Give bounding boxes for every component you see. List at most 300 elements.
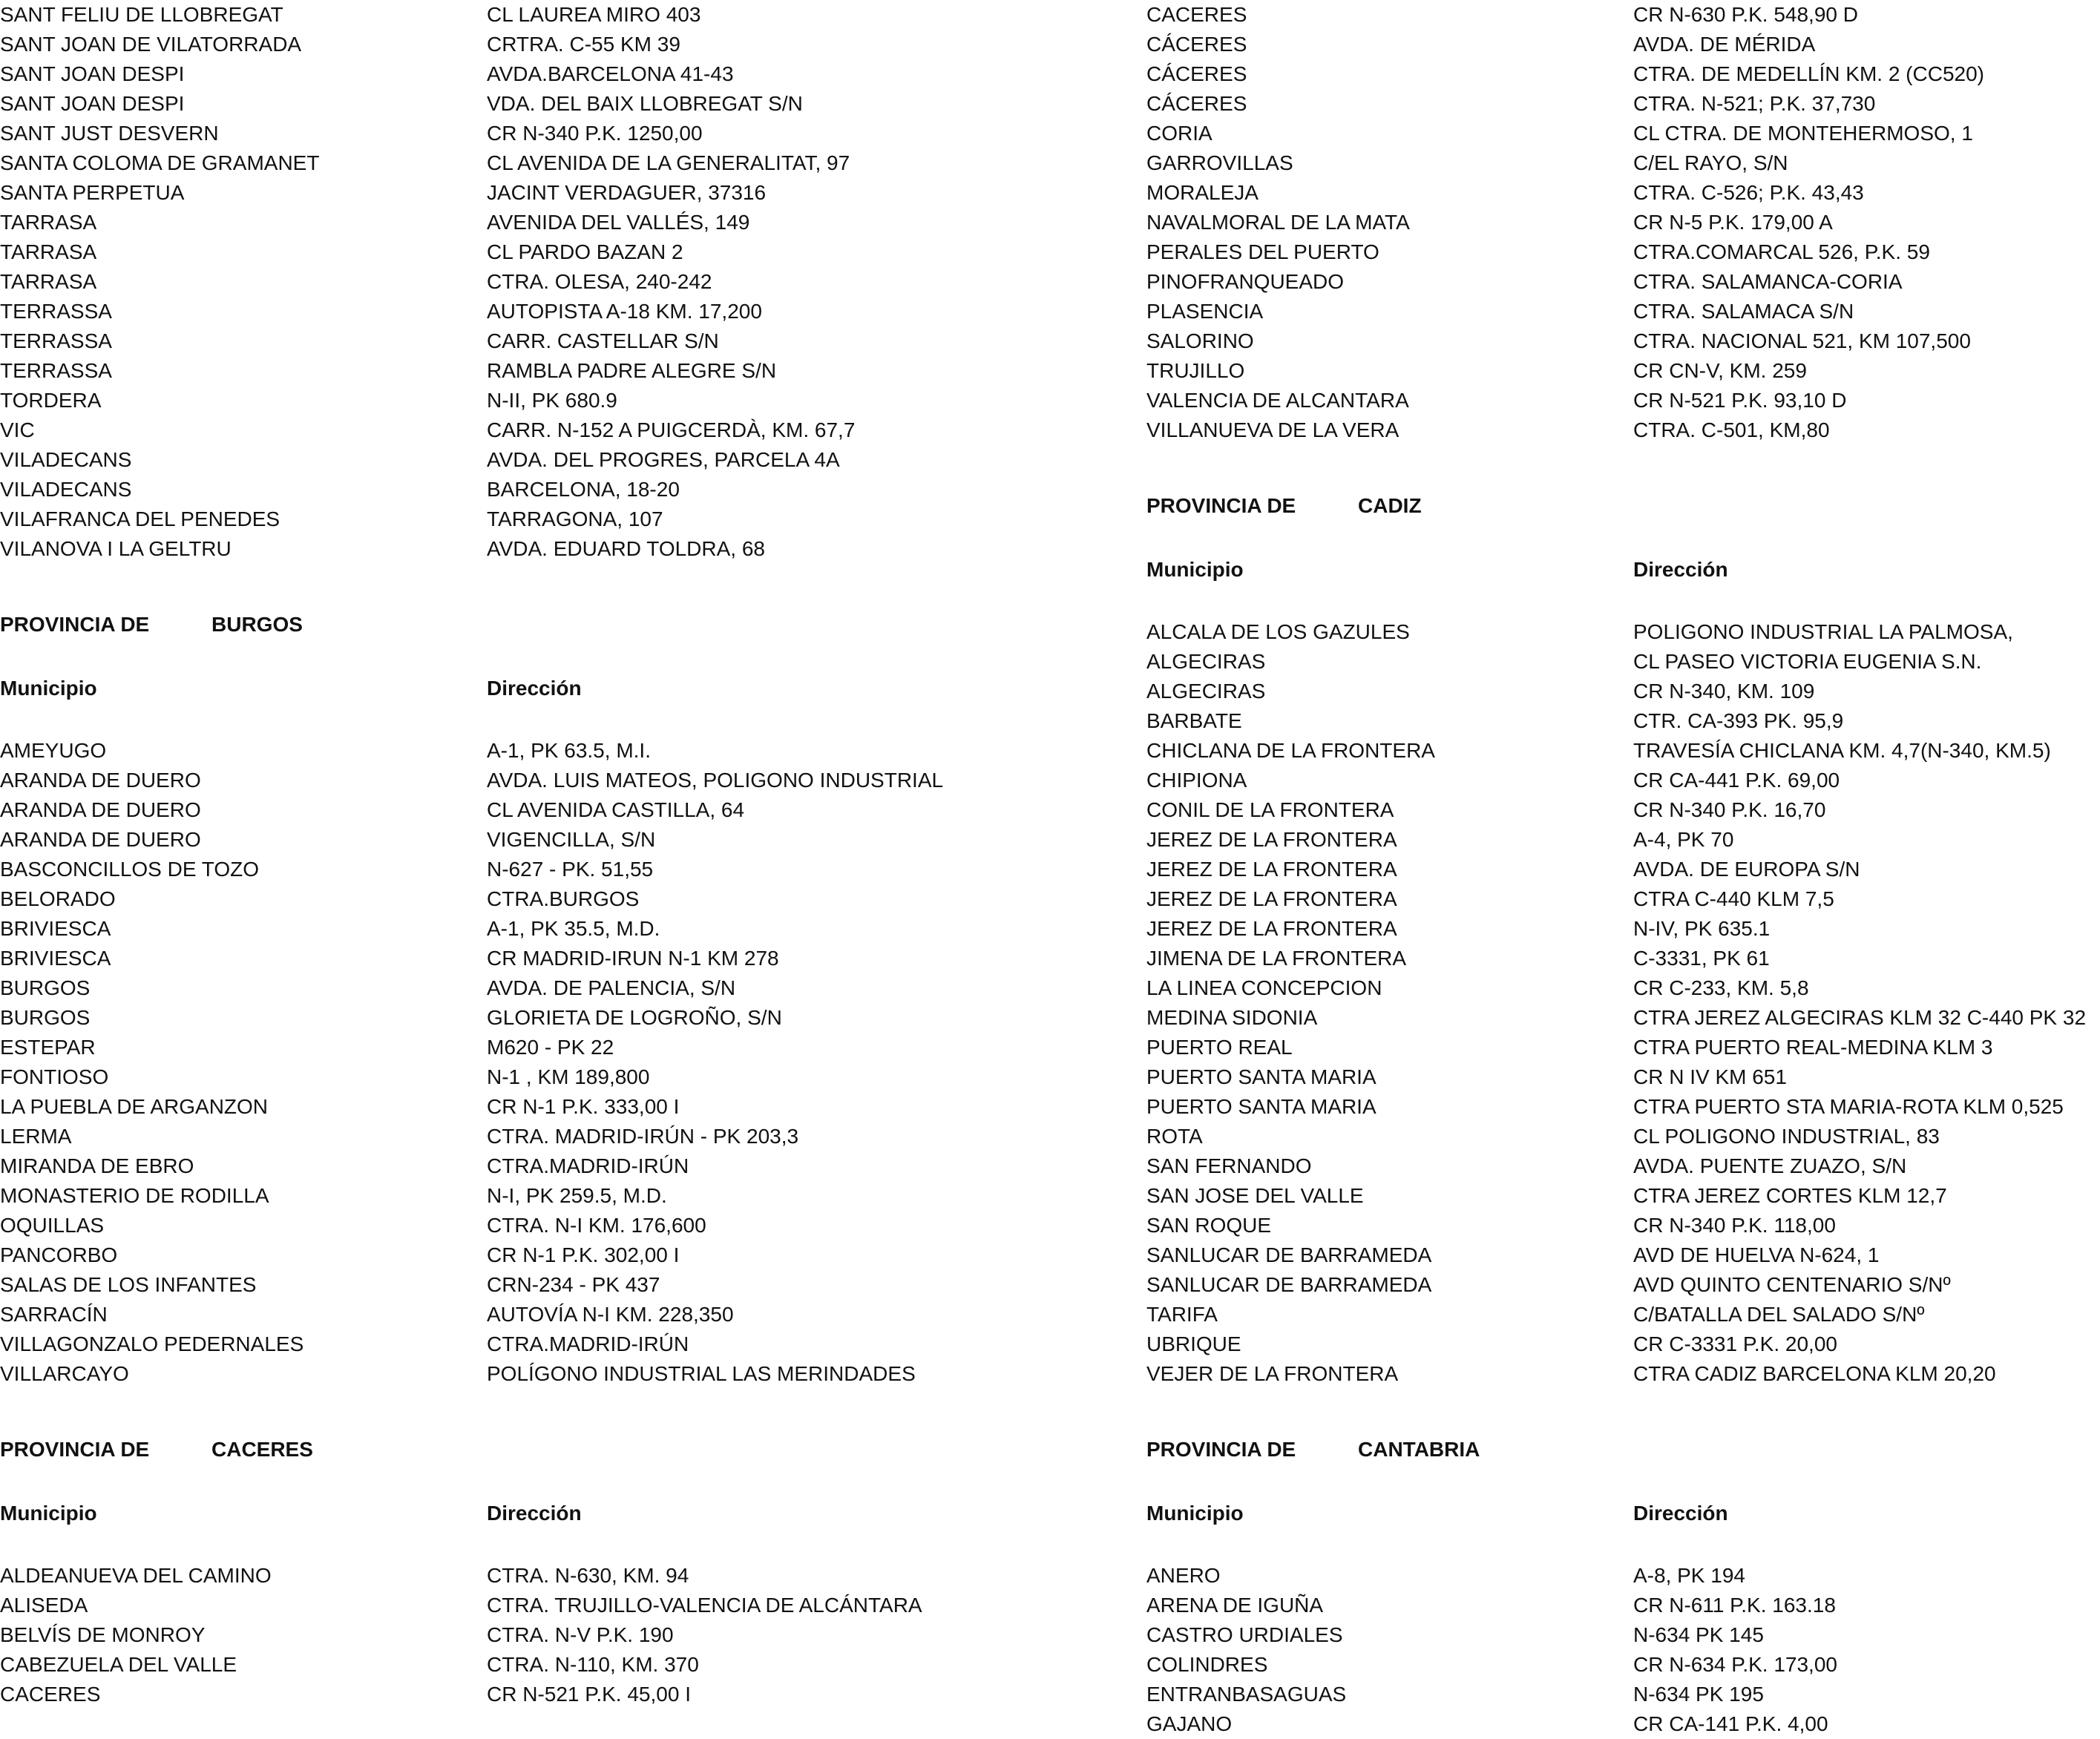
direccion-cell: C/BATALLA DEL SALADO S/Nº — [1633, 1303, 1925, 1326]
direccion-cell: CTRA. SALAMACA S/N — [1633, 300, 1854, 323]
table-row — [1146, 1650, 2100, 1680]
table-row — [1146, 237, 2100, 267]
province-heading — [0, 1433, 1039, 1466]
direccion-cell: CTRA.MADRID-IRÚN — [487, 1154, 689, 1177]
municipio-cell: SANLUCAR DE BARRAMEDA — [1146, 1243, 1432, 1266]
table-row — [0, 89, 1039, 119]
table-row — [1146, 1033, 2100, 1062]
municipio-cell: SANTA PERPETUA — [0, 181, 185, 204]
direccion-cell: POLIGONO INDUSTRIAL LA PALMOSA, — [1633, 620, 2013, 643]
table-row — [0, 415, 1039, 445]
municipio-cell: ENTRANBASAGUAS — [1146, 1683, 1347, 1706]
municipio-cell: MONASTERIO DE RODILLA — [0, 1184, 269, 1207]
province-heading — [1146, 490, 2100, 522]
direccion-cell: CRN-234 - PK 437 — [487, 1273, 660, 1296]
table-row — [0, 1092, 1039, 1122]
municipio-cell: MEDINA SIDONIA — [1146, 1006, 1318, 1029]
table-row — [0, 0, 1039, 30]
municipio-cell: SANT JOAN DESPI — [0, 62, 185, 85]
table-row — [0, 1561, 1039, 1591]
direccion-cell: CL PARDO BAZAN 2 — [487, 240, 683, 263]
municipio-cell: LA PUEBLA DE ARGANZON — [0, 1095, 269, 1118]
table-row — [0, 297, 1039, 326]
municipio-cell: ESTEPAR — [0, 1036, 96, 1059]
table-row — [0, 475, 1039, 504]
municipio-cell: ALGECIRAS — [1146, 680, 1266, 703]
municipio-cell: BURGOS — [0, 976, 91, 999]
column-header-row — [1146, 553, 2100, 586]
direccion-cell: CR N-634 P.K. 173,00 — [1633, 1653, 1837, 1676]
direccion-cell: CR N-340 P.K. 118,00 — [1633, 1214, 1836, 1237]
table-row — [1146, 973, 2100, 1003]
table-row — [1146, 356, 2100, 386]
municipio-cell: COLINDRES — [1146, 1653, 1268, 1676]
table-row — [0, 1650, 1039, 1680]
direccion-cell: TRAVESÍA CHICLANA KM. 4,7(N-340, KM.5) — [1633, 739, 2051, 762]
municipio-header: Municipio — [1146, 1502, 1244, 1525]
direccion-cell: CTRA. OLESA, 240-242 — [487, 270, 712, 293]
table-row — [1146, 89, 2100, 119]
direccion-header: Dirección — [1633, 558, 1728, 581]
table-row — [0, 1122, 1039, 1151]
direccion-cell: CTRA CADIZ BARCELONA KLM 20,20 — [1633, 1362, 1996, 1385]
table-row — [1146, 415, 2100, 445]
table-row — [0, 1591, 1039, 1620]
table-row — [0, 119, 1039, 148]
municipio-cell: JEREZ DE LA FRONTERA — [1146, 917, 1397, 940]
municipio-cell: VILADECANS — [0, 478, 132, 501]
direccion-cell: AVDA. DE MÉRIDA — [1633, 33, 1816, 56]
table-row — [0, 1062, 1039, 1092]
municipio-header: Municipio — [0, 1502, 97, 1525]
direccion-cell: CARR. N-152 A PUIGCERDÀ, KM. 67,7 — [487, 418, 856, 441]
municipio-cell: ANERO — [1146, 1564, 1221, 1587]
table-row — [1146, 267, 2100, 297]
direccion-cell: AVENIDA DEL VALLÉS, 149 — [487, 211, 750, 234]
table-row — [1146, 1211, 2100, 1240]
direccion-cell: CR N-611 P.K. 163.18 — [1633, 1594, 1836, 1617]
municipio-cell: UBRIQUE — [1146, 1332, 1241, 1355]
direccion-cell: CL CTRA. DE MONTEHERMOSO, 1 — [1633, 122, 1973, 145]
direccion-cell: N-IV, PK 635.1 — [1633, 917, 1771, 940]
table-row — [0, 386, 1039, 415]
municipio-cell: JEREZ DE LA FRONTERA — [1146, 887, 1397, 910]
header-spacer — [0, 1466, 1039, 1497]
table-row — [0, 766, 1039, 795]
direccion-cell: GLORIETA DE LOGROÑO, S/N — [487, 1006, 782, 1029]
province-label: PROVINCIA DE — [1146, 1438, 1296, 1461]
municipio-cell: ROTA — [1146, 1125, 1203, 1148]
table-row — [0, 1033, 1039, 1062]
direccion-cell: AVDA. DE PALENCIA, S/N — [487, 976, 736, 999]
direccion-cell: CARR. CASTELLAR S/N — [487, 329, 719, 352]
municipio-cell: BASCONCILLOS DE TOZO — [0, 858, 260, 881]
municipio-cell: ALDEANUEVA DEL CAMINO — [0, 1564, 272, 1587]
section-spacer — [0, 564, 1039, 608]
table-row — [0, 30, 1039, 59]
table-row — [1146, 766, 2100, 795]
direccion-cell: CL PASEO VICTORIA EUGENIA S.N. — [1633, 650, 1982, 673]
table-row — [0, 534, 1039, 564]
table-row — [1146, 208, 2100, 237]
direccion-cell: RAMBLA PADRE ALEGRE S/N — [487, 359, 777, 382]
table-row — [1146, 1151, 2100, 1181]
direccion-cell: CR N-340 P.K. 1250,00 — [487, 122, 703, 145]
table-row — [1146, 1270, 2100, 1300]
direccion-cell: CTRA. C-526; P.K. 43,43 — [1633, 181, 1864, 204]
table-row — [0, 208, 1039, 237]
table-row — [1146, 119, 2100, 148]
municipio-cell: CABEZUELA DEL VALLE — [0, 1653, 237, 1676]
municipio-cell: LA LINEA CONCEPCION — [1146, 976, 1382, 999]
table-row — [0, 1270, 1039, 1300]
direccion-cell: CTRA. N-630, KM. 94 — [487, 1564, 689, 1587]
municipio-cell: ALISEDA — [0, 1594, 88, 1617]
direccion-cell: CTRA.MADRID-IRÚN — [487, 1332, 689, 1355]
table-row — [0, 914, 1039, 944]
section-spacer — [1146, 1389, 2100, 1433]
municipio-cell: VIC — [0, 418, 35, 441]
municipio-cell: JEREZ DE LA FRONTERA — [1146, 828, 1397, 851]
direccion-header: Dirección — [487, 677, 582, 700]
municipio-cell: TARIFA — [1146, 1303, 1218, 1326]
municipio-cell: MIRANDA DE EBRO — [0, 1154, 194, 1177]
municipio-cell: SANT JUST DESVERN — [0, 122, 219, 145]
direccion-cell: JACINT VERDAGUER, 37316 — [487, 181, 767, 204]
table-row — [1146, 1062, 2100, 1092]
municipio-cell: VILLARCAYO — [0, 1362, 129, 1385]
municipio-cell: OQUILLAS — [0, 1214, 105, 1237]
municipio-cell: SALAS DE LOS INFANTES — [0, 1273, 257, 1296]
table-row — [0, 356, 1039, 386]
municipio-cell: SALORINO — [1146, 329, 1254, 352]
table-row — [0, 825, 1039, 855]
municipio-cell: VILLANUEVA DE LA VERA — [1146, 418, 1400, 441]
table-row — [1146, 1240, 2100, 1270]
table-row — [1146, 1300, 2100, 1329]
column-header-row — [0, 1497, 1039, 1530]
municipio-cell: TERRASSA — [0, 329, 112, 352]
municipio-cell: SARRACÍN — [0, 1303, 108, 1326]
direccion-cell: AVDA. PUENTE ZUAZO, S/N — [1633, 1154, 1907, 1177]
direccion-cell: AUTOPISTA A-18 KM. 17,200 — [487, 300, 762, 323]
direccion-cell: CTRA. N-V P.K. 190 — [487, 1623, 674, 1646]
municipio-cell: TERRASSA — [0, 359, 112, 382]
municipio-cell: BRIVIESCA — [0, 917, 111, 940]
table-row — [0, 795, 1039, 825]
municipio-cell: SANLUCAR DE BARRAMEDA — [1146, 1273, 1432, 1296]
direccion-cell: CL AVENIDA DE LA GENERALITAT, 97 — [487, 151, 850, 174]
municipio-cell: PLASENCIA — [1146, 300, 1264, 323]
left-column — [0, 0, 1039, 1709]
table-row — [0, 1181, 1039, 1211]
direccion-cell: TARRAGONA, 107 — [487, 507, 663, 530]
municipio-cell: TARRASA — [0, 240, 97, 263]
direccion-cell: C/EL RAYO, S/N — [1633, 151, 1788, 174]
direccion-cell: CR N-630 P.K. 548,90 D — [1633, 3, 1858, 26]
table-row — [1146, 1181, 2100, 1211]
municipio-cell: ARENA DE IGUÑA — [1146, 1594, 1324, 1617]
direccion-cell: CR CN-V, KM. 259 — [1633, 359, 1807, 382]
table-row — [0, 59, 1039, 89]
municipio-cell: TARRASA — [0, 270, 97, 293]
direccion-cell: CTRA. MADRID-IRÚN - PK 203,3 — [487, 1125, 799, 1148]
header-spacer — [0, 1530, 1039, 1561]
municipio-cell: SAN JOSE DEL VALLE — [1146, 1184, 1364, 1207]
table-row — [1146, 647, 2100, 677]
direccion-cell: A-1, PK 63.5, M.I. — [487, 739, 651, 762]
direccion-cell: CR C-3331 P.K. 20,00 — [1633, 1332, 1837, 1355]
municipio-cell: SANTA COLOMA DE GRAMANET — [0, 151, 320, 174]
municipio-cell: CHICLANA DE LA FRONTERA — [1146, 739, 1435, 762]
table-row — [0, 1329, 1039, 1359]
municipio-cell: SAN FERNANDO — [1146, 1154, 1312, 1177]
municipio-cell: PANCORBO — [0, 1243, 118, 1266]
direccion-cell: CR N-1 P.K. 333,00 I — [487, 1095, 680, 1118]
municipio-cell: CÁCERES — [1146, 62, 1247, 85]
direccion-cell: N-634 PK 195 — [1633, 1683, 1764, 1706]
table-row — [1146, 30, 2100, 59]
table-row — [1146, 855, 2100, 884]
table-row — [1146, 1329, 2100, 1359]
province-name: BURGOS — [211, 613, 303, 636]
table-row — [0, 504, 1039, 534]
table-row — [1146, 59, 2100, 89]
table-row — [1146, 148, 2100, 178]
direccion-cell: CTRA. NACIONAL 521, KM 107,500 — [1633, 329, 1971, 352]
direccion-cell: A-4, PK 70 — [1633, 828, 1734, 851]
municipio-cell: GAJANO — [1146, 1712, 1233, 1735]
municipio-cell: BARBATE — [1146, 709, 1242, 732]
table-row — [0, 1151, 1039, 1181]
table-row — [1146, 326, 2100, 356]
direccion-cell: CL AVENIDA CASTILLA, 64 — [487, 798, 745, 821]
table-row — [1146, 297, 2100, 326]
direccion-cell: BARCELONA, 18-20 — [487, 478, 680, 501]
direccion-cell: CTRA. SALAMANCA-CORIA — [1633, 270, 1903, 293]
table-row — [1146, 1003, 2100, 1033]
direccion-cell: CR N IV KM 651 — [1633, 1065, 1787, 1088]
direccion-cell: AVD DE HUELVA N-624, 1 — [1633, 1243, 1880, 1266]
table-row — [1146, 825, 2100, 855]
table-row — [0, 1240, 1039, 1270]
direccion-cell: CTRA. N-I KM. 176,600 — [487, 1214, 706, 1237]
municipio-cell: PUERTO SANTA MARIA — [1146, 1095, 1377, 1118]
municipio-cell: AMEYUGO — [0, 739, 107, 762]
municipio-cell: MORALEJA — [1146, 181, 1259, 204]
table-row — [1146, 0, 2100, 30]
table-row — [0, 736, 1039, 766]
table-row — [0, 1359, 1039, 1389]
direccion-cell: CR N-1 P.K. 302,00 I — [487, 1243, 680, 1266]
municipio-cell: SANT JOAN DESPI — [0, 92, 185, 115]
table-row — [0, 884, 1039, 914]
direccion-cell: CR CA-141 P.K. 4,00 — [1633, 1712, 1828, 1735]
direccion-cell: N-1 , KM 189,800 — [487, 1065, 650, 1088]
direccion-cell: N-634 PK 145 — [1633, 1623, 1764, 1646]
table-row — [1146, 617, 2100, 647]
direccion-cell: N-I, PK 259.5, M.D. — [487, 1184, 667, 1207]
direccion-cell: AVD QUINTO CENTENARIO S/Nº — [1633, 1273, 1951, 1296]
municipio-cell: PERALES DEL PUERTO — [1146, 240, 1379, 263]
direccion-cell: CTRA. N-110, KM. 370 — [487, 1653, 699, 1676]
municipio-cell: BURGOS — [0, 1006, 91, 1029]
section-spacer — [1146, 445, 2100, 490]
table-row — [1146, 178, 2100, 208]
table-row — [0, 855, 1039, 884]
table-row — [0, 178, 1039, 208]
header-spacer — [0, 641, 1039, 672]
table-row — [1146, 736, 2100, 766]
direccion-cell: CR MADRID-IRUN N-1 KM 278 — [487, 947, 779, 970]
municipio-cell: NAVALMORAL DE LA MATA — [1146, 211, 1410, 234]
table-row — [0, 267, 1039, 297]
table-row — [1146, 1620, 2100, 1650]
municipio-cell: SANT FELIU DE LLOBREGAT — [0, 3, 283, 26]
municipio-cell: ALCALA DE LOS GAZULES — [1146, 620, 1410, 643]
direccion-cell: CR N-5 P.K. 179,00 A — [1633, 211, 1833, 234]
direccion-cell: CL POLIGONO INDUSTRIAL, 83 — [1633, 1125, 1940, 1148]
table-row — [1146, 884, 2100, 914]
direccion-cell: VIGENCILLA, S/N — [487, 828, 656, 851]
direccion-cell: CR N-521 P.K. 45,00 I — [487, 1683, 691, 1706]
direccion-cell: CRTRA. C-55 KM 39 — [487, 33, 680, 56]
province-name: CADIZ — [1358, 494, 1422, 517]
province-heading — [1146, 1433, 2100, 1466]
municipio-cell: ARANDA DE DUERO — [0, 769, 201, 792]
municipio-cell: ARANDA DE DUERO — [0, 798, 201, 821]
municipio-cell: BELVÍS DE MONROY — [0, 1623, 206, 1646]
direccion-cell: CR N-340 P.K. 16,70 — [1633, 798, 1826, 821]
table-row — [0, 1300, 1039, 1329]
municipio-cell: TRUJILLO — [1146, 359, 1245, 382]
direccion-cell: CR C-233, KM. 5,8 — [1633, 976, 1809, 999]
table-row — [1146, 1591, 2100, 1620]
province-name: CANTABRIA — [1358, 1438, 1480, 1461]
municipio-cell: SANT JOAN DE VILATORRADA — [0, 33, 302, 56]
municipio-cell: CÁCERES — [1146, 33, 1247, 56]
direccion-cell: CTRA.BURGOS — [487, 887, 640, 910]
table-row — [0, 326, 1039, 356]
province-label: PROVINCIA DE — [0, 1438, 150, 1461]
municipio-cell: BELORADO — [0, 887, 116, 910]
municipio-cell: GARROVILLAS — [1146, 151, 1293, 174]
direccion-cell: N-627 - PK. 51,55 — [487, 858, 654, 881]
table-row — [1146, 1680, 2100, 1709]
table-row — [0, 148, 1039, 178]
municipio-cell: CÁCERES — [1146, 92, 1247, 115]
direccion-cell: CTRA PUERTO REAL-MEDINA KLM 3 — [1633, 1036, 1993, 1059]
direccion-cell: CTRA PUERTO STA MARIA-ROTA KLM 0,525 — [1633, 1095, 2064, 1118]
table-row — [0, 1211, 1039, 1240]
municipio-header: Municipio — [0, 677, 97, 700]
province-label: PROVINCIA DE — [0, 613, 150, 636]
header-spacer — [0, 705, 1039, 736]
table-row — [1146, 795, 2100, 825]
direccion-cell: POLÍGONO INDUSTRIAL LAS MERINDADES — [487, 1362, 916, 1385]
right-column — [1146, 0, 2100, 1739]
direccion-cell: CR CA-441 P.K. 69,00 — [1633, 769, 1840, 792]
direccion-cell: C-3331, PK 61 — [1633, 947, 1770, 970]
direccion-cell: CTRA. TRUJILLO-VALENCIA DE ALCÁNTARA — [487, 1594, 922, 1617]
direccion-cell: AVDA. LUIS MATEOS, POLIGONO INDUSTRIAL — [487, 769, 944, 792]
municipio-cell: CONIL DE LA FRONTERA — [1146, 798, 1394, 821]
direccion-cell: CTRA.COMARCAL 526, P.K. 59 — [1633, 240, 1930, 263]
direccion-cell: A-8, PK 194 — [1633, 1564, 1745, 1587]
direccion-header: Dirección — [1633, 1502, 1728, 1525]
municipio-cell: CACERES — [1146, 3, 1247, 26]
direccion-cell: AVDA. DE EUROPA S/N — [1633, 858, 1860, 881]
municipio-cell: FONTIOSO — [0, 1065, 109, 1088]
municipio-cell: VILLAGONZALO PEDERNALES — [0, 1332, 304, 1355]
table-row — [0, 1680, 1039, 1709]
municipio-cell: LERMA — [0, 1125, 72, 1148]
municipio-cell: TARRASA — [0, 211, 97, 234]
municipio-cell: VILAFRANCA DEL PENEDES — [0, 507, 280, 530]
table-row — [0, 973, 1039, 1003]
table-row — [0, 445, 1039, 475]
header-spacer — [1146, 1530, 2100, 1561]
table-row — [1146, 1122, 2100, 1151]
table-row — [0, 237, 1039, 267]
direccion-cell: CR N-521 P.K. 93,10 D — [1633, 389, 1847, 412]
table-row — [0, 1620, 1039, 1650]
municipio-cell: CACERES — [0, 1683, 101, 1706]
direccion-cell: CL LAUREA MIRO 403 — [487, 3, 701, 26]
direccion-cell: M620 - PK 22 — [487, 1036, 614, 1059]
table-row — [1146, 386, 2100, 415]
municipio-cell: PUERTO SANTA MARIA — [1146, 1065, 1377, 1088]
municipio-cell: PUERTO REAL — [1146, 1036, 1293, 1059]
municipio-cell: TERRASSA — [0, 300, 112, 323]
direccion-cell: CTRA. C-501, KM,80 — [1633, 418, 1830, 441]
province-label: PROVINCIA DE — [1146, 494, 1296, 517]
direccion-cell: CTRA. N-521; P.K. 37,730 — [1633, 92, 1876, 115]
direccion-cell: CTRA JEREZ ALGECIRAS KLM 32 C-440 PK 32 — [1633, 1006, 2087, 1029]
table-row — [1146, 677, 2100, 706]
direccion-cell: AVDA. EDUARD TOLDRA, 68 — [487, 537, 766, 560]
header-spacer — [1146, 522, 2100, 553]
direccion-cell: A-1, PK 35.5, M.D. — [487, 917, 660, 940]
table-row — [1146, 914, 2100, 944]
table-row — [1146, 944, 2100, 973]
municipio-cell: CASTRO URDIALES — [1146, 1623, 1343, 1646]
table-row — [1146, 1359, 2100, 1389]
table-row — [0, 944, 1039, 973]
direccion-cell: CTR. CA-393 PK. 95,9 — [1633, 709, 1844, 732]
column-header-row — [1146, 1497, 2100, 1530]
direccion-header: Dirección — [487, 1502, 582, 1525]
direccion-cell: N-II, PK 680.9 — [487, 389, 617, 412]
municipio-cell: SAN ROQUE — [1146, 1214, 1272, 1237]
municipio-cell: VEJER DE LA FRONTERA — [1146, 1362, 1399, 1385]
municipio-cell: TORDERA — [0, 389, 102, 412]
province-heading — [0, 608, 1039, 641]
direccion-cell: AUTOVÍA N-I KM. 228,350 — [487, 1303, 734, 1326]
direccion-cell: CTRA. DE MEDELLÍN KM. 2 (CC520) — [1633, 62, 1984, 85]
direccion-cell: VDA. DEL BAIX LLOBREGAT S/N — [487, 92, 803, 115]
header-spacer — [1146, 586, 2100, 617]
section-spacer — [0, 1389, 1039, 1433]
municipio-cell: JIMENA DE LA FRONTERA — [1146, 947, 1407, 970]
municipio-cell: PINOFRANQUEADO — [1146, 270, 1345, 293]
direccion-cell: AVDA. DEL PROGRES, PARCELA 4A — [487, 448, 840, 471]
direccion-cell: AVDA.BARCELONA 41-43 — [487, 62, 734, 85]
province-name: CACERES — [211, 1438, 313, 1461]
direccion-cell: CR N-340, KM. 109 — [1633, 680, 1815, 703]
table-row — [1146, 1709, 2100, 1739]
municipio-header: Municipio — [1146, 558, 1244, 581]
